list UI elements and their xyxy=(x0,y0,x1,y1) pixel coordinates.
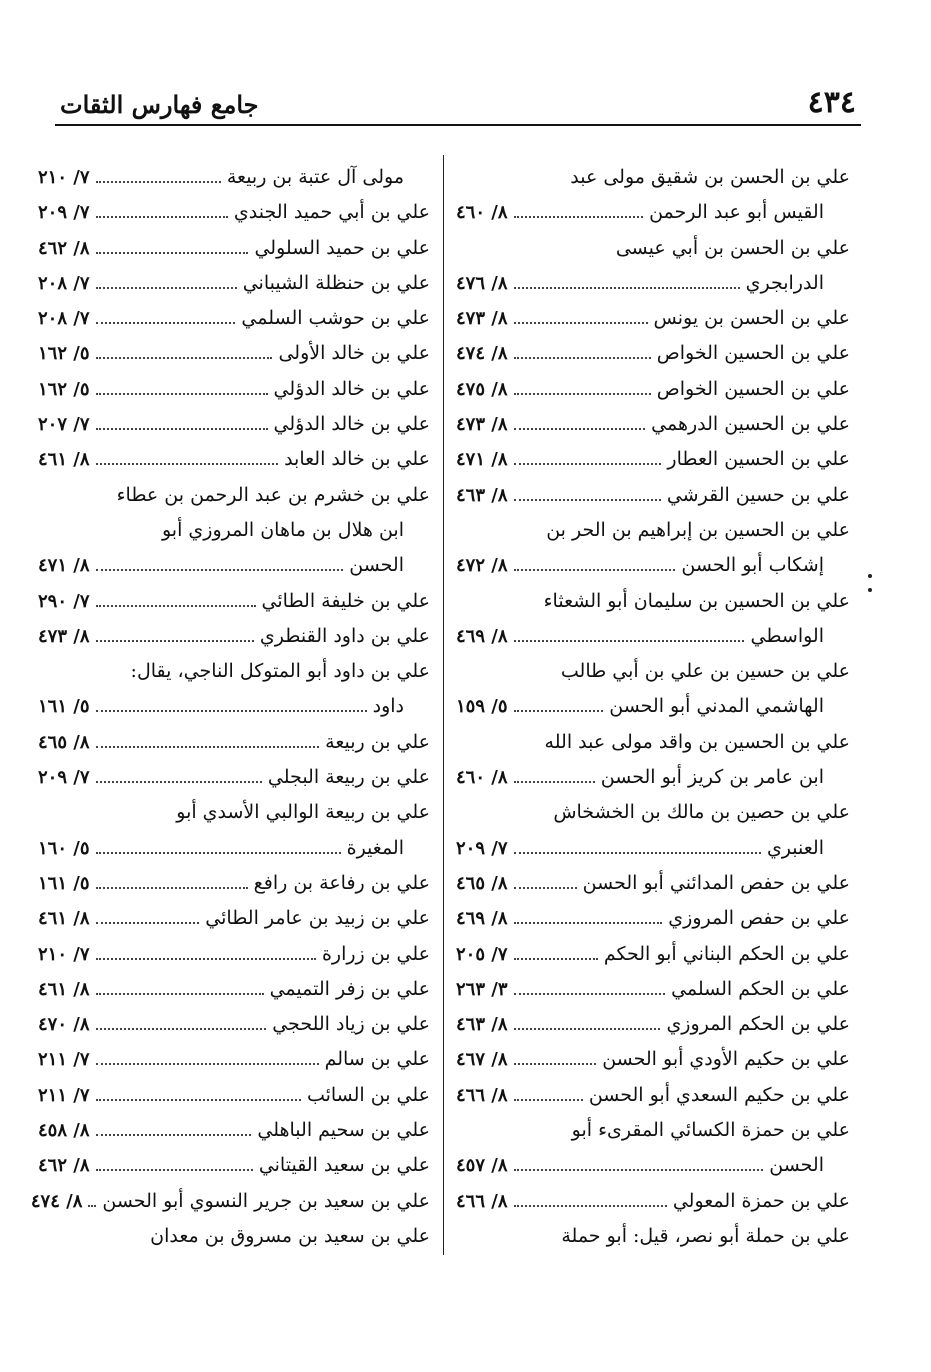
entry-reference: ٨/ ٤٦٩ xyxy=(456,625,508,647)
entry-reference: ٨/ ٤٦٧ xyxy=(456,1049,508,1071)
index-entry xyxy=(38,1078,430,1113)
entry-reference: ٨/ ٤٦٢ xyxy=(38,1155,90,1177)
left-index-column xyxy=(30,160,430,1254)
index-entry xyxy=(38,901,430,936)
entry-name: علي بن الحكم السلمي xyxy=(671,977,850,1000)
index-entry xyxy=(38,195,430,230)
entry-reference: ٧/ ٢٠٧ xyxy=(38,414,90,436)
dot-leader xyxy=(514,428,646,430)
dot-leader xyxy=(96,605,256,607)
dot-leader xyxy=(96,640,254,642)
entry-reference: ٨/ ٤٥٧ xyxy=(456,1155,508,1177)
index-entry xyxy=(456,689,850,724)
entry-reference: ٥/ ١٥٩ xyxy=(456,696,508,718)
entry-name: علي بن سالم xyxy=(324,1048,430,1071)
entry-reference: ٨/ ٤٧٢ xyxy=(456,555,508,577)
index-entry xyxy=(456,1148,850,1183)
index-entry xyxy=(456,901,850,936)
index-entry xyxy=(456,195,850,230)
index-entry xyxy=(456,266,850,301)
dot-leader xyxy=(96,958,316,960)
entry-reference: ٨/ ٤٧٣ xyxy=(456,414,508,436)
dot-leader xyxy=(514,922,663,924)
index-entry xyxy=(456,725,850,760)
dot-leader xyxy=(514,710,604,712)
index-entry xyxy=(456,336,850,371)
dot-leader xyxy=(96,252,249,254)
entry-name: علي بن الحسين العطار xyxy=(667,448,850,471)
entry-reference: ٨/ ٤٧٤ xyxy=(30,1190,83,1212)
entry-name: علي بن حمزة المعولي xyxy=(672,1189,850,1212)
index-entry xyxy=(456,619,850,654)
index-entry xyxy=(38,1113,430,1148)
entry-name: المغيرة xyxy=(346,836,404,859)
index-entry xyxy=(456,442,850,477)
entry-reference: ٨/ ٤٦٩ xyxy=(456,908,508,930)
entry-name: الهاشمي المدني أبو الحسن xyxy=(609,695,824,718)
index-entry xyxy=(456,301,850,336)
entry-name: علي بن حكيم السعدي أبو الحسن xyxy=(588,1083,850,1106)
index-entry xyxy=(456,372,850,407)
entry-name: علي بن حوشب السلمي xyxy=(241,307,430,330)
entry-name: علي بن خالد الأولى xyxy=(278,342,430,365)
entry-name: علي بن زفر التميمي xyxy=(269,977,430,1000)
index-entry xyxy=(456,760,850,795)
entry-reference: ٧/ ٢١٠ xyxy=(38,167,90,188)
entry-name: علي بن السائب xyxy=(306,1083,430,1106)
index-entry xyxy=(38,301,430,336)
dot-leader xyxy=(96,428,268,430)
index-entry xyxy=(38,160,430,195)
entry-name: الحسن xyxy=(769,1154,824,1177)
dot-leader xyxy=(514,569,676,571)
entry-name: علي بن خالد الدؤلي xyxy=(273,377,430,400)
index-entry xyxy=(38,584,430,619)
entry-reference: ٧/ ٢١٠ xyxy=(38,943,90,965)
entry-name: علي بن حسين بن علي بن أبي طالب xyxy=(560,660,850,683)
index-entry xyxy=(38,336,430,371)
index-entry xyxy=(456,1042,850,1077)
dot-leader xyxy=(96,1028,267,1030)
index-entry xyxy=(38,619,430,654)
dot-leader xyxy=(514,393,651,395)
dot-leader xyxy=(96,1169,253,1171)
index-entry xyxy=(456,160,850,195)
index-entry xyxy=(30,1184,430,1219)
dot-leader xyxy=(514,1028,661,1030)
entry-name: علي بن داود أبو المتوكل الناجي، يقال: xyxy=(130,660,430,683)
entry-name: علي بن الحكم البناني أبو الحكم xyxy=(603,942,850,965)
entry-name: علي بن زياد اللحجي xyxy=(272,1013,430,1036)
index-entry xyxy=(38,478,430,513)
entry-name: علي بن زبيد بن عامر الطائي xyxy=(205,907,430,930)
entry-reference: ٧/ ٢٩٠ xyxy=(38,590,90,612)
entry-name: الدرابجري xyxy=(745,271,824,294)
entry-name: علي بن سعيد بن جرير النسوي أبو الحسن xyxy=(102,1189,430,1212)
entry-reference: ٥/ ١٦٢ xyxy=(38,378,90,400)
entry-name: علي بن سحيم الباهلي xyxy=(257,1119,430,1142)
entry-reference: ٨/ ٤٦٢ xyxy=(38,237,90,259)
entry-name: علي بن حنظلة الشيباني xyxy=(242,271,430,294)
entry-reference: ٣/ ٢٦٣ xyxy=(456,978,508,1000)
entry-name: علي بن خشرم بن عبد الرحمن بن عطاء xyxy=(116,483,430,506)
entry-name: علي بن الحسين بن سليمان أبو الشعثاء xyxy=(543,589,850,612)
entry-name: علي بن داود القنطري xyxy=(259,624,430,647)
index-entry xyxy=(38,1007,430,1042)
entry-name: إشكاب أبو الحسن xyxy=(681,554,824,577)
index-entry xyxy=(38,760,430,795)
entry-name: العنبري xyxy=(766,836,824,859)
dot-leader xyxy=(96,463,279,465)
entry-name: علي بن الحسين بن إبراهيم بن الحر بن xyxy=(546,518,850,541)
index-entry xyxy=(38,372,430,407)
dot-leader xyxy=(96,887,248,889)
entry-name: الحسن xyxy=(349,554,404,577)
dot-leader xyxy=(514,1205,667,1207)
entry-name: علي بن الحسن بن شقيق مولى عبد xyxy=(570,166,850,188)
entry-name: داود xyxy=(372,695,404,718)
entry-name: علي بن الحكم المروزي xyxy=(666,1013,850,1036)
entry-reference: ٨/ ٤٦٣ xyxy=(456,484,508,506)
index-entry xyxy=(38,795,430,830)
entry-reference: ٥/ ١٦١ xyxy=(38,696,90,718)
entry-reference: ٧/ ٢٠٨ xyxy=(38,272,90,294)
index-entry xyxy=(456,1007,850,1042)
entry-name: علي بن الحسن بن أبي عيسى xyxy=(615,236,850,259)
index-entry xyxy=(38,937,430,972)
entry-name: علي بن حسين القرشي xyxy=(666,483,850,506)
entry-name: علي بن خالد الدؤلي xyxy=(273,413,430,436)
index-entry xyxy=(456,795,850,830)
index-entry xyxy=(38,689,430,724)
right-index-column xyxy=(456,160,850,1254)
dot-leader xyxy=(514,852,761,854)
index-entry xyxy=(456,1184,850,1219)
index-entry xyxy=(38,548,430,583)
entry-reference: ٨/ ٤٧٤ xyxy=(456,343,508,365)
dot-leader xyxy=(88,1205,96,1207)
entry-reference: ٨/ ٤٦٥ xyxy=(456,872,508,894)
index-entry xyxy=(456,231,850,266)
dot-leader xyxy=(514,216,644,218)
entry-reference: ٨/ ٤٦١ xyxy=(38,908,90,930)
index-entry xyxy=(38,866,430,901)
entry-reference: ٨/ ٤٧٥ xyxy=(456,378,508,400)
entry-name: علي بن ربيعة البجلي xyxy=(267,766,430,789)
index-entry xyxy=(38,654,430,689)
dot-leader xyxy=(96,1134,252,1136)
dot-leader xyxy=(514,463,662,465)
index-entry xyxy=(38,1219,430,1254)
entry-name: ابن عامر بن كريز أبو الحسن xyxy=(600,766,824,789)
index-entry xyxy=(38,513,430,548)
entry-reference: ٨/ ٤٧٠ xyxy=(38,1014,90,1036)
entry-reference: ٨/ ٤٧١ xyxy=(456,449,508,471)
index-entry xyxy=(456,972,850,1007)
entry-reference: ٨/ ٤٧٣ xyxy=(38,625,90,647)
index-entry xyxy=(38,407,430,442)
entry-name: علي بن حمزة الكسائي المقرىء أبو xyxy=(571,1119,850,1142)
column-divider xyxy=(443,155,444,1255)
index-entry xyxy=(456,1219,850,1254)
dot-leader xyxy=(96,1099,301,1101)
entry-reference: ٧/ ٢١١ xyxy=(38,1084,90,1106)
entry-reference: ٧/ ٢٠٩ xyxy=(38,767,90,789)
index-entry xyxy=(38,231,430,266)
entry-name: علي بن ربيعة xyxy=(325,730,430,753)
entry-reference: ٥/ ١٦٢ xyxy=(38,343,90,365)
index-entry xyxy=(38,831,430,866)
entry-reference: ٧/ ٢٠٥ xyxy=(456,943,508,965)
index-entry xyxy=(38,266,430,301)
index-entry xyxy=(38,1042,430,1077)
entry-name: علي بن سعيد بن مسروق بن معدان xyxy=(150,1224,430,1247)
entry-reference: ٨/ ٤٦٣ xyxy=(456,1014,508,1036)
index-entry xyxy=(456,548,850,583)
dot-leader xyxy=(96,781,262,783)
header-rule xyxy=(55,124,861,126)
dot-leader xyxy=(96,710,367,712)
dot-leader xyxy=(514,993,666,995)
dot-leader xyxy=(514,1099,583,1101)
entry-name: علي بن حميد السلولي xyxy=(254,236,430,259)
entry-reference: ٧/ ٢١١ xyxy=(38,1049,90,1071)
entry-name: علي بن خالد العابد xyxy=(284,448,430,471)
entry-reference: ٨/ ٤٥٨ xyxy=(38,1120,90,1142)
entry-name: علي بن زرارة xyxy=(321,942,430,965)
entry-name: علي بن الحسين الخواص xyxy=(656,377,850,400)
index-entry xyxy=(456,513,850,548)
index-entry xyxy=(456,407,850,442)
dot-leader xyxy=(96,181,221,183)
entry-name: علي بن ربيعة الوالبي الأسدي أبو xyxy=(176,801,430,824)
index-entry xyxy=(456,1113,850,1148)
dot-leader xyxy=(96,1063,319,1065)
entry-reference: ٨/ ٤٦٦ xyxy=(456,1084,508,1106)
entry-reference: ٨/ ٤٦٦ xyxy=(456,1190,508,1212)
index-entry xyxy=(456,866,850,901)
entry-name: علي بن حفص المروزي xyxy=(668,907,850,930)
entry-name: علي بن حكيم الأودي أبو الحسن xyxy=(602,1048,850,1071)
dot-leader xyxy=(514,357,651,359)
entry-name: علي بن أبي حميد الجندي xyxy=(233,201,430,224)
entry-name: مولى آل عتبة بن ربيعة xyxy=(226,166,404,188)
entry-reference: ٥/ ١٦١ xyxy=(38,872,90,894)
entry-name: علي بن رفاعة بن رافع xyxy=(253,871,430,894)
entry-name: علي بن حملة أبو نصر، قيل: أبو حملة xyxy=(561,1224,850,1247)
entry-reference: ٨/ ٤٦٠ xyxy=(456,767,508,789)
entry-name: علي بن سعيد القيتاني xyxy=(258,1154,430,1177)
index-entry xyxy=(38,442,430,477)
index-entry xyxy=(38,725,430,760)
entry-name: ابن هلال بن ماهان المروزي أبو xyxy=(161,518,404,541)
entry-name: علي بن خليفة الطائي xyxy=(261,589,430,612)
dot-leader xyxy=(96,569,344,571)
entry-reference: ٨/ ٤٧١ xyxy=(38,555,90,577)
dot-leader xyxy=(514,1169,764,1171)
index-entry xyxy=(456,937,850,972)
entry-name: علي بن الحسن بن يونس xyxy=(653,307,850,330)
dot-leader xyxy=(96,216,228,218)
entry-name: علي بن الحسين الدرهمي xyxy=(651,413,850,436)
index-entry xyxy=(456,478,850,513)
entry-reference: ٨/ ٤٧٦ xyxy=(456,272,508,294)
entry-reference: ٨/ ٤٦٥ xyxy=(38,731,90,753)
index-entry xyxy=(38,972,430,1007)
entry-name: القيس أبو عبد الرحمن xyxy=(649,201,824,224)
dot-leader xyxy=(96,746,320,748)
entry-reference: ٧/ ٢٠٩ xyxy=(456,837,508,859)
dot-leader xyxy=(514,640,745,642)
dot-leader xyxy=(514,958,598,960)
entry-reference: ٧/ ٢٠٨ xyxy=(38,308,90,330)
margin-speck xyxy=(868,574,872,592)
index-entry xyxy=(456,831,850,866)
dot-leader xyxy=(514,322,648,324)
entry-name: علي بن حفص المدائني أبو الحسن xyxy=(582,871,850,894)
dot-leader xyxy=(96,852,341,854)
dot-leader xyxy=(96,357,273,359)
dot-leader xyxy=(514,287,740,289)
index-entry xyxy=(456,654,850,689)
entry-reference: ٥/ ١٦٠ xyxy=(38,837,90,859)
index-entry xyxy=(38,1148,430,1183)
dot-leader xyxy=(514,887,577,889)
entry-name: علي بن حصين بن مالك بن الخشخاش xyxy=(553,801,850,824)
entry-name: علي بن الحسين الخواص xyxy=(656,342,850,365)
dot-leader xyxy=(96,993,264,995)
page-title: جامع فهارس الثقات xyxy=(60,90,259,119)
entry-reference: ٨/ ٤٦٠ xyxy=(456,202,508,224)
index-entry xyxy=(456,584,850,619)
dot-leader xyxy=(514,499,661,501)
dot-leader xyxy=(96,287,237,289)
page-number: ٤٣٤ xyxy=(807,85,856,120)
dot-leader xyxy=(96,393,268,395)
dot-leader xyxy=(514,1063,597,1065)
entry-name: علي بن الحسين بن واقد مولى عبد الله xyxy=(544,730,850,753)
dot-leader xyxy=(96,922,200,924)
entry-reference: ٧/ ٢٠٩ xyxy=(38,202,90,224)
entry-reference: ٨/ ٤٦١ xyxy=(38,449,90,471)
entry-reference: ٨/ ٤٦١ xyxy=(38,978,90,1000)
dot-leader xyxy=(96,322,236,324)
index-entry xyxy=(456,1078,850,1113)
entry-name: الواسطي xyxy=(750,624,824,647)
entry-reference: ٨/ ٤٧٣ xyxy=(456,308,508,330)
dot-leader xyxy=(514,781,595,783)
